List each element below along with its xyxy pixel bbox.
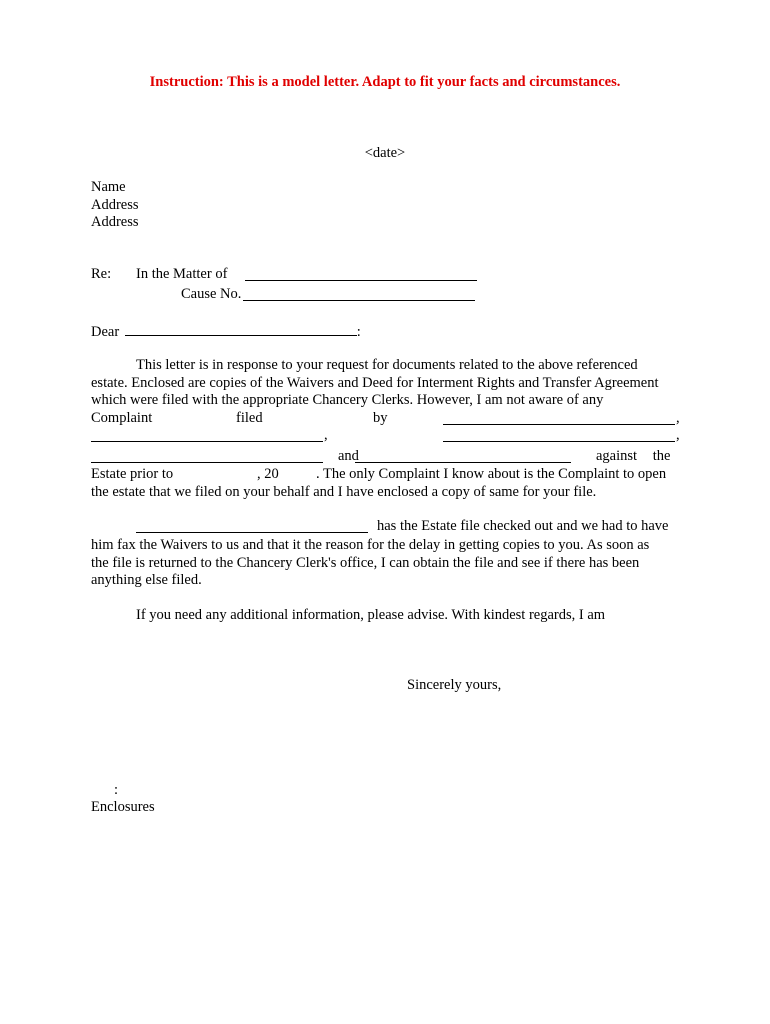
dear-label: Dear xyxy=(91,324,120,340)
paragraph-1-line-7 xyxy=(91,466,679,483)
plaintiff-blank-4 xyxy=(91,448,323,468)
paragraph-3: If you need any additional information, please advise. With kindest regards, I am xyxy=(136,607,606,623)
year-prefix: , 20 xyxy=(257,466,279,482)
paragraph-1-line-8: the estate that we filed on your behalf and I have enclosed a copy of same for your file. xyxy=(91,484,597,500)
complaint-word: Complaint xyxy=(91,410,153,426)
paragraph-2-line-4: anything else filed. xyxy=(91,572,202,588)
paragraph-1-line-4 xyxy=(91,410,679,427)
and-word: and xyxy=(338,448,359,464)
plaintiff-blank-2 xyxy=(91,427,323,447)
plaintiff-blank-5 xyxy=(355,448,571,468)
paragraph-2-line-2: him fax the Waivers to us and that it the reason for the delay in getting copies to you. As soon as xyxy=(91,537,650,553)
paragraph-2-line-3: the file is returned to the Chancery Clerk's office, I can obtain the file and see if there has been xyxy=(91,555,640,571)
recipient-address-line-2: Address xyxy=(91,214,139,230)
paragraph-1-line-3: which were filed with the appropriate Chancery Clerks. However, I am not aware of any xyxy=(91,392,604,408)
paragraph-2-line-1-rest: has the Estate file checked out and we had to have xyxy=(377,518,669,534)
by-word: by xyxy=(373,410,388,426)
re-label: Re: xyxy=(91,266,112,282)
paragraph-1-line-5 xyxy=(91,427,679,444)
closing: Sincerely yours, xyxy=(407,677,502,693)
paragraph-1-line-6: and against the xyxy=(91,448,679,465)
plaintiff-blank-3 xyxy=(443,427,675,447)
estate-prior-to: Estate prior to xyxy=(91,466,174,482)
paragraph-1-line-7-rest: . The only Complaint I know about is the Complaint to open xyxy=(316,466,667,482)
cause-blank xyxy=(243,286,475,306)
paragraph-2-line-1 xyxy=(91,518,679,535)
enclosures-label: Enclosures xyxy=(91,799,155,815)
salutation-colon: : xyxy=(356,324,361,340)
letter-date: <date> xyxy=(364,145,406,161)
comma-2: , xyxy=(324,427,328,443)
initials-colon: : xyxy=(114,782,119,798)
comma-3: , xyxy=(676,427,680,443)
salutation xyxy=(91,321,361,341)
recipient-name: Name xyxy=(91,179,126,195)
comma-1: , xyxy=(676,410,680,426)
person-blank xyxy=(136,518,368,538)
recipient-address-line-1: Address xyxy=(91,197,139,213)
matter-blank xyxy=(245,266,477,286)
recipient-name-blank xyxy=(125,321,357,336)
filed-word: filed xyxy=(236,410,263,426)
cause-label: Cause No. xyxy=(181,286,242,302)
instruction-banner: Instruction: This is a model letter. Adapt to fit your facts and circumstances. xyxy=(149,74,621,90)
matter-label: In the Matter of xyxy=(136,266,228,282)
paragraph-1-line-2: estate. Enclosed are copies of the Waivers and Deed for Interment Rights and Transfer Agreement xyxy=(91,375,659,391)
paragraph-1-line-1: This letter is in response to your request for documents related to the above referenced xyxy=(136,357,638,373)
